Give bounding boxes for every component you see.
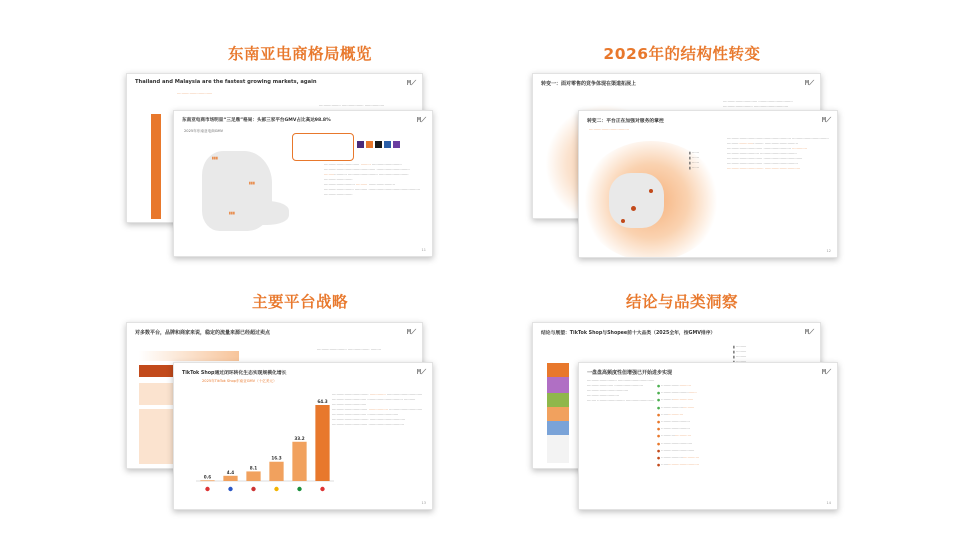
q2-back-slide-title: 转变一：面对零售的竞争体现在渠道拓展上 xyxy=(541,81,637,87)
chart-bar xyxy=(246,471,260,481)
q3-front-slide: TikTok Shop通过闭环转化生态实现规模化增长 M⟋ 2025年TikTok Shop东南亚GMV（十亿美元） 0.6 4.4 8.1 16.3 33.2 64.3 ································ ·············· ······························· ······························ ······························· ·········· ······························ ······························· ················· ····························· ······························ ··························· ································ ······························· ······························· ······························· 13 xyxy=(173,362,433,510)
country-flag-icon xyxy=(251,487,255,491)
q3-back-slide: 对多数平台，品牌和商家来说，稳定的流量来源已经超过卖点 M⟋ ·························· ··················· ········· xyxy=(126,322,423,469)
q2-front-slide-title: 转变二：平台正在加强对服务的掌控 xyxy=(587,119,664,124)
chart-value-label: 0.6 xyxy=(203,474,212,480)
chart-bar xyxy=(292,442,306,481)
q4-back-slide-title: 结论与展望：TikTok Shop与Shopee前十大品类（2025全年，按GMV排序） xyxy=(541,331,716,336)
country-flag-icon xyxy=(205,487,209,491)
logo-icon-2: M⟋ xyxy=(416,116,426,124)
q1-front-sub: 2025年东南亚电商GMV xyxy=(184,129,224,133)
gmv-bar-chart xyxy=(190,389,340,499)
q3-back-slide-title: 对多数平台，品牌和商家来说，稳定的流量来源已经超过卖点 xyxy=(135,330,271,336)
q1-back-slide: Thailand and Malaysia are the fastest growing markets, again M⟋ ······························· ··················· ··················· ················· xyxy=(126,73,423,223)
tall-bar xyxy=(151,114,161,219)
chart-value-label: 33.2 xyxy=(294,435,305,441)
logo-icon-3: M⟋ xyxy=(804,79,814,87)
logo-icon-6: M⟋ xyxy=(416,368,426,376)
q4-front-slide-title: 一盘盘高频度性但增强已开始进步实现 xyxy=(587,370,673,376)
chart-bar xyxy=(200,480,214,481)
logo-icon: M⟋ xyxy=(406,79,416,87)
q1-front-slide: 东南亚电商市场明显“三足鼎”格局：头部三家平台GMV占比高达98.8% M⟋ 2025年东南亚电商GMV ▮▮▮ ▮▮▮ ▮▮▮ ······························· ········· ·························· ············································· ····························· ···················· ·························· ·························· ························· ··························· ·········· ······················· ·························· ··········· ············································· ························· 11 xyxy=(173,110,433,257)
country-flag-icon xyxy=(274,487,278,491)
quadrant-title-2: 2026年的结构性转变 xyxy=(603,45,761,63)
logo-icon-7: M⟋ xyxy=(804,328,814,336)
q2-front-slide: 转变二：平台正在加强对服务的掌控 M⟋ ··································· ▮ ······ ▮ ······ ▮ ······ ▮ ······ ························································ ································ ································ ····························· ······························· ························ ············· ···························· ································ ······························· ·································· ······························· ······························ ································ ······························· 12 xyxy=(578,110,838,258)
chart-value-label: 16.3 xyxy=(271,455,282,461)
q3-front-slide-title: TikTok Shop通过闭环转化生态实现规模化增长 xyxy=(182,371,287,376)
quadrant-title-4: 结论与品类洞察 xyxy=(625,293,738,311)
country-flag-icon xyxy=(320,487,324,491)
chart-bar xyxy=(269,462,283,481)
quadrant-title-3: 主要平台战略 xyxy=(251,293,348,311)
country-flag-icon xyxy=(228,487,232,491)
chart-bar xyxy=(223,476,237,481)
logo-icon-8: M⟋ xyxy=(821,368,831,376)
q1-back-slide-title: Thailand and Malaysia are the fastest growing markets, again xyxy=(135,79,317,85)
quadrant-title-1: 东南亚电商格局概览 xyxy=(227,45,372,63)
chart-bar xyxy=(315,405,329,481)
logo-icon-4: M⟋ xyxy=(821,116,831,124)
q2-back-slide: 转变一：面对零售的竞争体现在渠道拓展上 M⟋ ······························ ······························ ·························· ······························ xyxy=(532,73,821,219)
logo-icon-5: M⟋ xyxy=(406,328,416,336)
q3-chart-subtitle: 2025年TikTok Shop东南亚GMV（十亿美元） xyxy=(202,379,277,383)
chart-value-label: 8.1 xyxy=(249,465,258,471)
country-flag-icon xyxy=(297,487,301,491)
q1-front-slide-title: 东南亚电商市场明显“三足鼎”格局：头部三家平台GMV占比高达98.8% xyxy=(182,118,331,123)
chart-value-label: 64.3 xyxy=(317,399,328,404)
q4-back-slide: 结论与展望：TikTok Shop与Shopee前十大品类（2025全年，按GMV排序） M⟋ ▮ ········· ▮ ········· ▮ ········· xyxy=(532,322,821,469)
q4-front-slide: 一盘盘高频度性但增强已开始进步实现 M⟋ ·························· ································ ······················· ························· ···································· ···························· ········ ························ ························· ● ·························· ● ······························· ● ···························· ● ····························· ● ··················· ● ························· ● ························· ● ·························· ● ··························· ● ····························· ● ································· ● ································· 14 xyxy=(578,362,838,510)
chart-value-label: 4.4 xyxy=(226,469,235,475)
